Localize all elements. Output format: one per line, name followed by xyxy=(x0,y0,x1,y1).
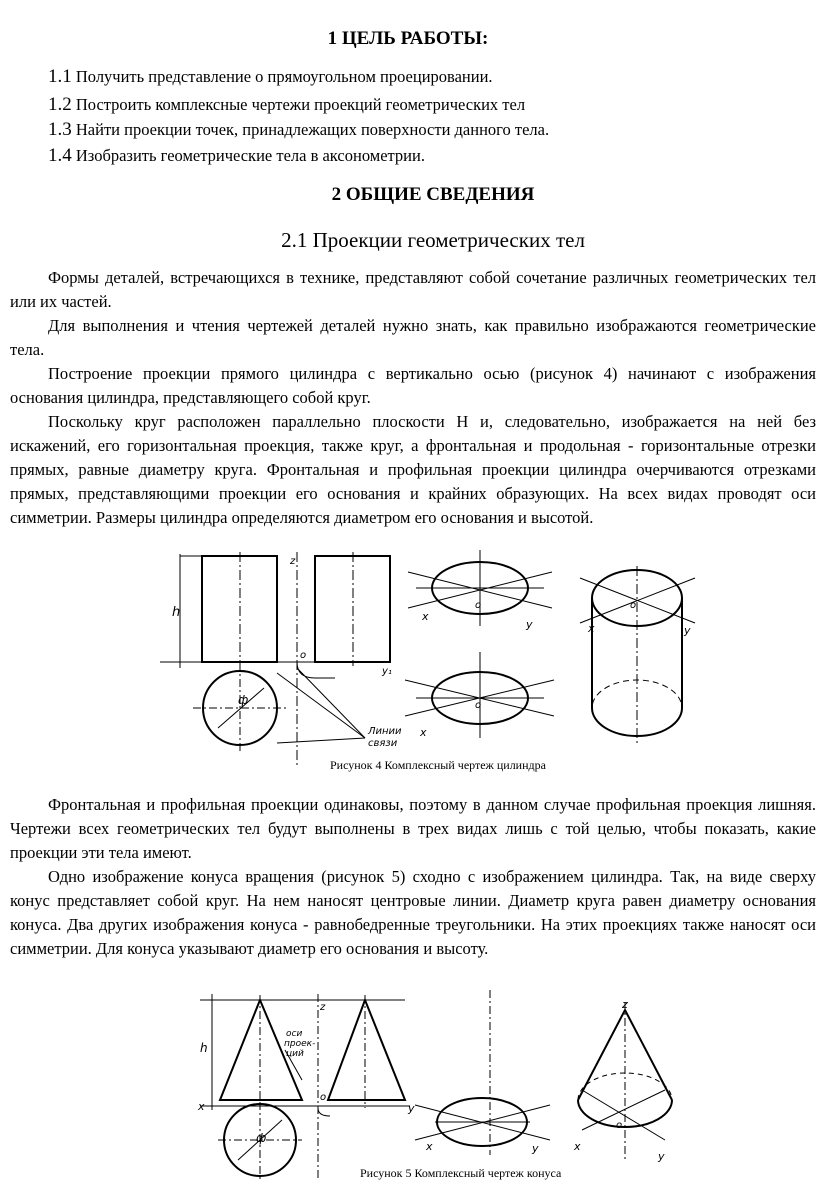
paragraph: Формы деталей, встречающихся в технике, представляют собой сочетание различных геометрических тел или их частей. xyxy=(10,268,816,311)
fig5-label-h: h xyxy=(200,1041,208,1055)
fig4-label-z: z xyxy=(290,556,296,567)
fig5-label-y: y xyxy=(532,1142,539,1155)
fig4-label-x: x xyxy=(588,622,595,635)
goal-item xyxy=(48,119,549,141)
fig5-label-z: z xyxy=(320,1002,326,1013)
fig5-label-y: y xyxy=(408,1102,415,1115)
fig4-label-o: o xyxy=(475,600,482,611)
fig4-label-o: o xyxy=(300,650,307,661)
paragraph: Фронтальная и профильная проекции одинаковы, поэтому в данном случае профильная проекция лишняя. Чертежи всех геометрических тел будут выполнены в трех видах лишь с той целью, чтобы показать, какие проекции эти тела имеют. xyxy=(10,795,816,862)
fig4-label-o: o xyxy=(475,700,482,711)
paragraph: Поскольку круг расположен параллельно плоскости Н и, следовательно, изображается на ней без искажений, его горизонтальная проекция, также круг, а фронтальная и продольная - горизонтальные отрезки прямых, равные диаметру круга. Фронтальная и профильная проекции цилиндра очерчиваются отрезками прямых, представляющими проекции его основания и крайних образующих. На всех видах проводят оси симметрии. Размеры цилиндра определяются диаметром его основания и высотой. xyxy=(10,412,816,527)
cone-drawing xyxy=(190,990,710,1185)
goal-number: 1.1 xyxy=(48,66,72,87)
fig4-label-x: x xyxy=(420,726,427,739)
fig5-label-phi: ф xyxy=(256,1131,267,1145)
figure4-caption: Рисунок 4 Комплексный чертеж цилиндра xyxy=(330,758,546,772)
goal-item xyxy=(48,94,525,116)
fig4-label-y: y xyxy=(526,618,533,631)
figure5-caption: Рисунок 5 Комплексный чертеж конуса xyxy=(360,1166,562,1180)
fig4-label-h: h xyxy=(172,605,181,620)
heading-goal: 1 ЦЕЛЬ РАБОТЫ: xyxy=(327,28,489,49)
fig5-label-o: o xyxy=(320,1092,327,1103)
fig5-label-y: y xyxy=(658,1150,665,1163)
goal-number: 1.2 xyxy=(48,94,72,115)
cylinder-drawing xyxy=(150,548,710,778)
paragraph: Одно изображение конуса вращения (рисунок 5) сходно с изображением цилиндра. Так, на виде сверху конус представляет собой круг. На нем наносят центровые линии. Диаметр круга равен диаметру основания конуса. Два других изображения конуса - равнобедренные треугольники. На этих проекциях также наносят оси симметрии. Для конуса указывают диаметр его основания и высоту. xyxy=(10,867,816,958)
fig4-label-phi: ф xyxy=(238,693,249,707)
goal-text: Получить представление о прямоугольном проецировании. xyxy=(75,67,493,86)
goal-text: Изобразить геометрические тела в аксонометрии. xyxy=(75,146,425,165)
fig5-label-axes3: ций xyxy=(286,1049,304,1059)
goal-text: Построить комплексные чертежи проекций геометрических тел xyxy=(75,95,526,114)
goal-number: 1.3 xyxy=(48,119,72,140)
heading-subsection: 2.1 Проекции геометрических тел xyxy=(281,228,585,252)
goal-text: Найти проекции точек, принадлежащих поверхности данного тела. xyxy=(75,120,550,139)
fig5-label-o: o xyxy=(616,1120,623,1131)
fig4-label-y: y xyxy=(684,624,691,637)
paragraph: Для выполнения и чтения чертежей деталей нужно знать, как правильно изображаются геометрические тела. xyxy=(10,316,816,359)
goal-number: 1.4 xyxy=(48,145,72,166)
fig5-label-x: x xyxy=(426,1140,433,1153)
heading-general: 2 ОБЩИЕ СВЕДЕНИЯ xyxy=(331,184,535,205)
fig4-label-o: o xyxy=(630,600,637,611)
fig4-label-y1: y₁ xyxy=(382,666,392,677)
goal-item xyxy=(48,145,425,167)
fig5-label-z: z xyxy=(622,998,628,1011)
fig5-label-axes1: оси xyxy=(286,1029,303,1039)
goal-item xyxy=(48,66,493,88)
fig4-label-links1: Линии xyxy=(368,726,402,737)
fig5-label-axes2: проек- xyxy=(284,1039,316,1049)
fig4-label-x: x xyxy=(422,610,429,623)
fig5-label-x: x xyxy=(198,1100,205,1113)
fig4-label-links2: связи xyxy=(368,738,398,749)
paragraph: Построение проекции прямого цилиндра с вертикально осью (рисунок 4) начинают с изображения основания цилиндра, представляющего собой круг. xyxy=(10,364,816,407)
fig5-label-x: x xyxy=(574,1140,581,1153)
